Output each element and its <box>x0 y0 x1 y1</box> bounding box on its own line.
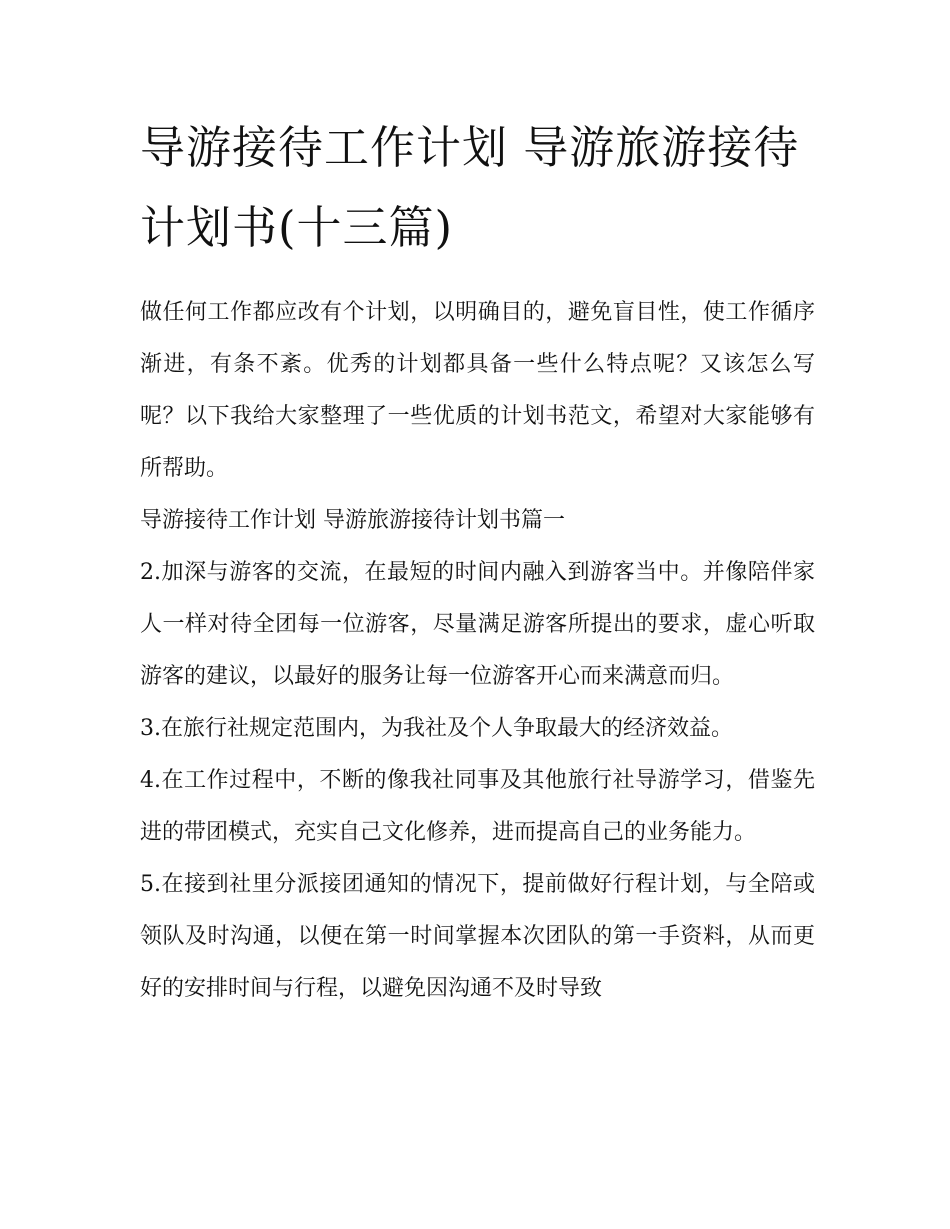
list-item: 5.在接到社里分派接团通知的情况下，提前做好行程计划，与全陪或领队及时沟通，以便在第一时间掌握本次团队的第一手资料，从而更好的安排时间与行程，以避免因沟通不及时导致 <box>140 872 815 1001</box>
list-item: 2.加深与游客的交流，在最短的时间内融入到游客当中。并像陪伴家人一样对待全团每一位游客，尽量满足游客所提出的要求，虚心听取游客的建议，以最好的服务让每一位游客开心而来满意而归。 <box>140 560 815 689</box>
list-item: 4.在工作过程中，不断的像我社同事及其他旅行社导游学习，借鉴先进的带团模式，充实自己文化修养，进而提高自己的业务能力。 <box>140 768 815 845</box>
section-heading: 导游接待工作计划 导游旅游接待计划书篇一 <box>140 508 565 533</box>
document-body <box>140 108 815 1015</box>
intro-paragraph: 做任何工作都应改有个计划，以明确目的，避免盲目性，使工作循序渐进，有条不紊。优秀的计划都具备一些什么特点呢？又该怎么写呢？以下我给大家整理了一些优质的计划书范文，希望对大家能够有所帮助。 <box>140 300 815 481</box>
document-title: 导游接待工作计划 导游旅游接待计划书(十三篇) <box>140 121 800 254</box>
list-item: 3.在旅行社规定范围内，为我社及个人争取最大的经济效益。 <box>140 716 733 741</box>
